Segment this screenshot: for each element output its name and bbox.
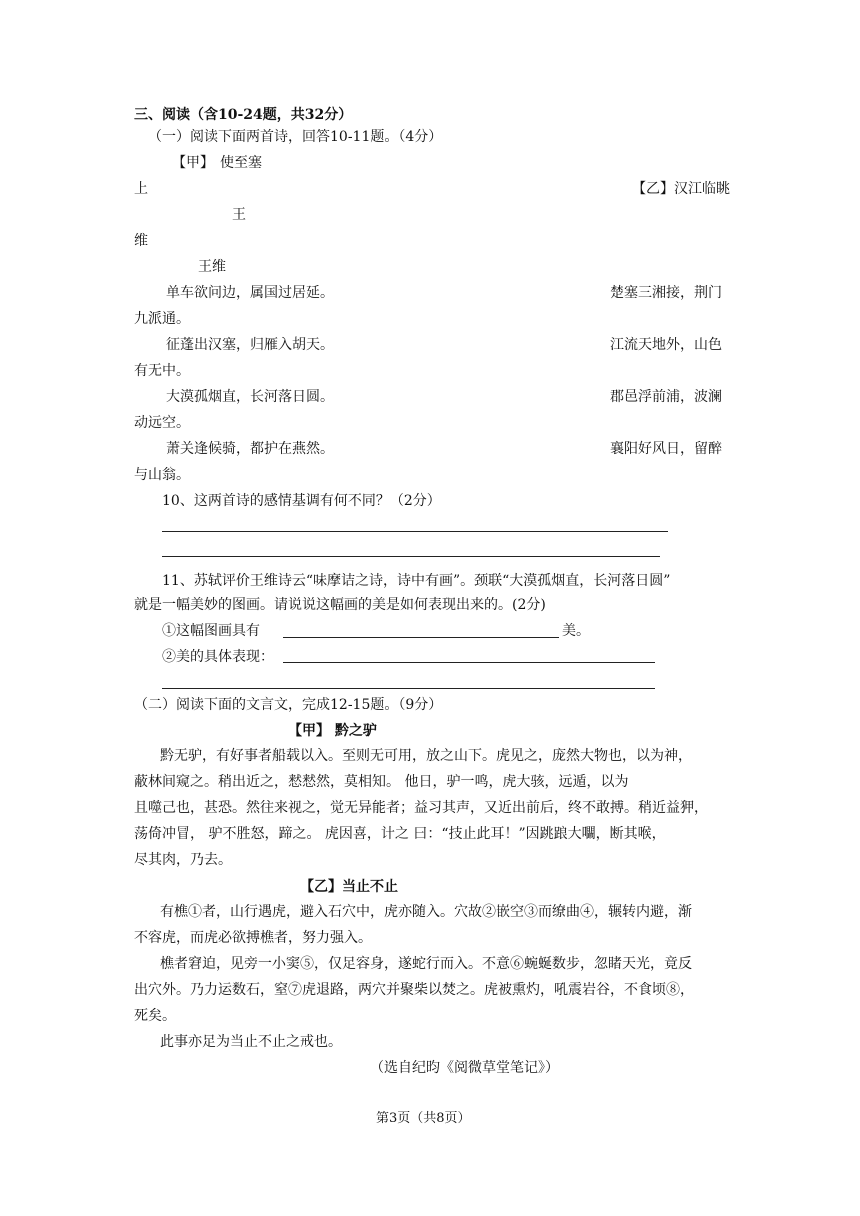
poem-yi-line-wrap: 有无中。 bbox=[134, 363, 190, 379]
jia-text-line: 尽其肉，乃去。 bbox=[134, 852, 232, 868]
answer-line-11c[interactable] bbox=[162, 688, 655, 689]
poem-yi-line: 郡邑浮前浦，波澜 bbox=[610, 389, 722, 405]
answer-line-10b[interactable] bbox=[162, 556, 660, 557]
poem-jia-line: 单车欲问边，属国过居延。 bbox=[166, 285, 334, 301]
page-number: 第3页（共8页） bbox=[376, 1111, 471, 1126]
question-11a-label: ①这幅图画具有 bbox=[162, 623, 260, 639]
yi-text-line: 出穴外。乃力运数石，窒⑦虎退路，两穴并聚柴以焚之。虎被熏灼，吼震岩谷，不食顷⑧， bbox=[134, 982, 694, 998]
poem-jia-tag: 【甲】 bbox=[172, 155, 214, 171]
poem-yi-line: 襄阳好风日，留醉 bbox=[610, 441, 722, 457]
question-11b-label: ②美的具体表现： bbox=[162, 649, 274, 665]
part1-instruction: （一）阅读下面两首诗，回答10-11题。（4分） bbox=[148, 129, 443, 145]
poem-yi-line: 楚塞三湘接，荆门 bbox=[610, 285, 722, 301]
jia-text-line: 且噬己也，甚恐。然往来视之，觉无异能者；益习其声，又近出前后，终不敢搏。稍近益狎， bbox=[134, 800, 708, 816]
poem-jia-author-1: 王 bbox=[232, 207, 246, 223]
poem-yi-line-wrap: 动远空。 bbox=[134, 415, 190, 431]
yi-title: 【乙】当止不止 bbox=[300, 879, 398, 895]
poem-jia-author-2: 维 bbox=[134, 233, 148, 249]
jia-text-line: 黔无驴，有好事者船载以入。至则无可用，放之山下。虎见之，庞然大物也，以为神， bbox=[160, 748, 692, 764]
answer-line-11b[interactable] bbox=[283, 662, 655, 663]
question-11-line2: 就是一幅美妙的图画。请说说这幅画的美是如何表现出来的。(2分) bbox=[134, 597, 546, 613]
part2-instruction: （二）阅读下面的文言文，完成12-15题。（9分） bbox=[134, 697, 443, 713]
poem-yi-line-wrap: 九派通。 bbox=[134, 311, 190, 327]
poem-yi-line: 江流天地外，山色 bbox=[610, 337, 722, 353]
question-10: 10、这两首诗的感情基调有何不同？（2分） bbox=[162, 493, 441, 509]
poem-jia-title-wrap: 上 bbox=[134, 181, 148, 197]
poem-jia-title: 使至塞 bbox=[220, 155, 262, 171]
yi-text-line: 死矣。 bbox=[134, 1008, 176, 1024]
poem-yi-line-wrap: 与山翁。 bbox=[134, 467, 190, 483]
jia-title: 【甲】 黔之驴 bbox=[288, 723, 377, 739]
question-11a-suffix: 美。 bbox=[562, 623, 590, 639]
jia-text-line: 荡倚冲冒， 驴不胜怒，蹄之。 虎因喜，计之 曰：“技止此耳！”因跳踉大㘚，断其喉， bbox=[134, 826, 666, 842]
question-11-line1: 11、苏轼评价王维诗云“味摩诘之诗，诗中有画”。颈联“大漠孤烟直，长河落日圆” bbox=[162, 573, 671, 589]
yi-text-line: 有樵①者，山行遇虎，避入石穴中，虎亦随入。穴故②嵌空③而缭曲④，辗转内避，渐 bbox=[160, 904, 692, 920]
yi-text-line: 不容虎，而虎必欲搏樵者，努力强入。 bbox=[134, 930, 372, 946]
poem-yi-heading: 【乙】汉江临眺 bbox=[632, 181, 730, 197]
poem-yi-author: 王维 bbox=[198, 259, 226, 275]
answer-line-11a[interactable] bbox=[283, 637, 559, 638]
answer-line-10a[interactable] bbox=[162, 531, 668, 532]
poem-jia-line: 征蓬出汉塞，归雁入胡天。 bbox=[166, 337, 334, 353]
section-heading: 三、阅读（含10-24题，共32分） bbox=[134, 107, 353, 123]
yi-text-line: 此事亦足为当止不止之戒也。 bbox=[160, 1034, 342, 1050]
source-citation: （选自纪昀《阅微草堂笔记》） bbox=[370, 1060, 559, 1076]
jia-text-line: 蔽林间窥之。稍出近之，慭慭然，莫相知。 他日，驴一鸣，虎大骇，远遁，以为 bbox=[134, 774, 629, 790]
poem-jia-line: 萧关逢候骑，都护在燕然。 bbox=[166, 441, 334, 457]
yi-text-line: 樵者窘迫，见旁一小窦⑤，仅足容身，遂蛇行而入。不意⑥蜿蜒数步，忽睹天光，竟反 bbox=[160, 956, 692, 972]
poem-jia-line: 大漠孤烟直，长河落日圆。 bbox=[166, 389, 334, 405]
